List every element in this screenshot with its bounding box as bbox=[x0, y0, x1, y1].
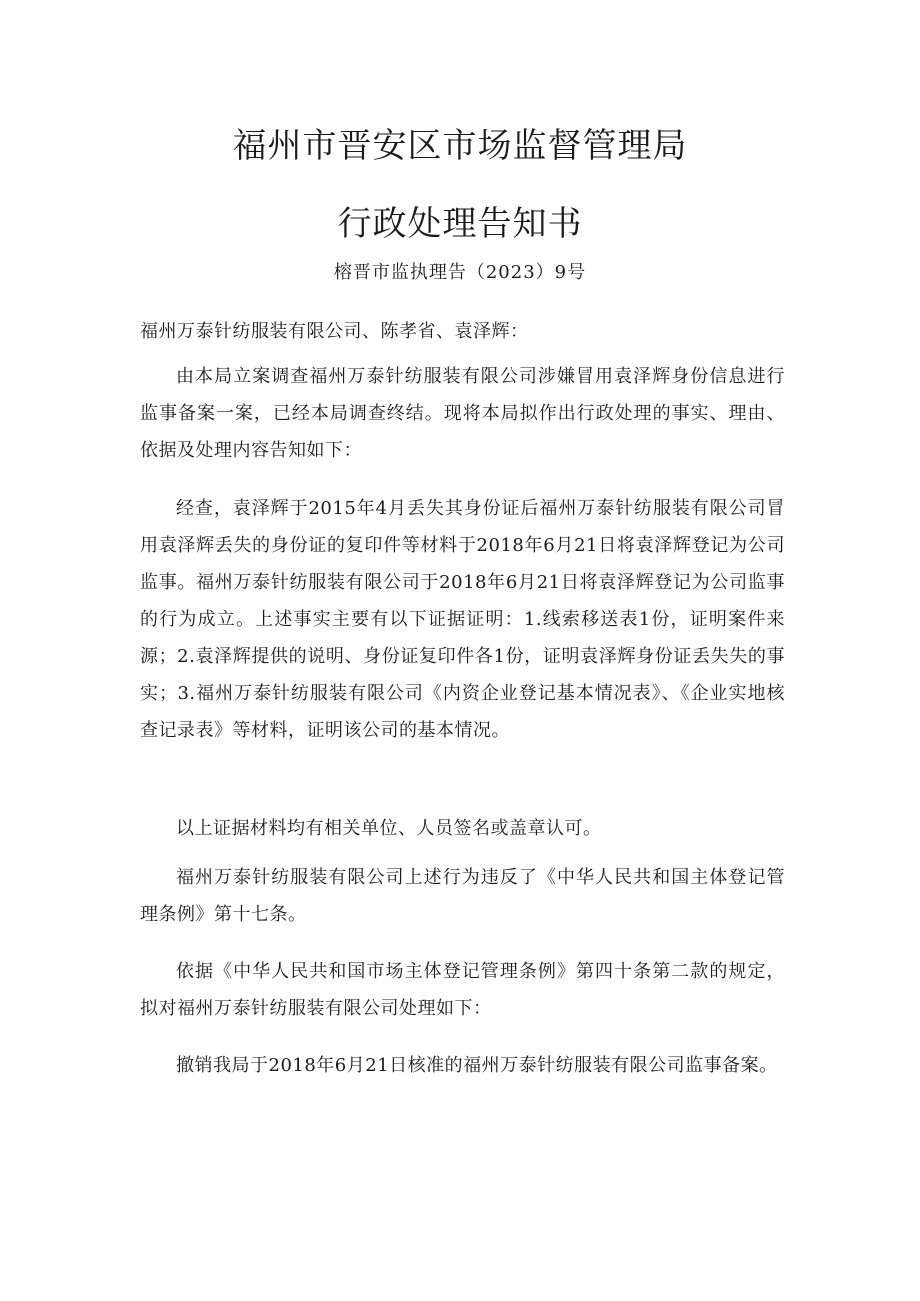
paragraph-intro: 由本局立案调查福州万泰针纺服装有限公司涉嫌冒用袁泽辉身份信息进行监事备案一案，已经本局调查终结。现将本局拟作出行政处理的事实、理由、依据及处理内容告知如下： bbox=[140, 366, 785, 461]
paragraph-legal-basis: 依据《中华人民共和国市场主体登记管理条例》第四十条第二款的规定，拟对福州万泰针纺服装有限公司处理如下： bbox=[140, 961, 785, 1019]
document-number: 榕晋市监执理告（2023）9号 bbox=[333, 262, 587, 283]
document-title-notice: 行政处理告知书 bbox=[337, 204, 583, 244]
document-title-authority: 福州市晋安区市场监督管理局 bbox=[232, 126, 688, 166]
paragraph-violation: 福州万泰针纺服装有限公司上述行为违反了《中华人民共和国主体登记管理条例》第十七条。 bbox=[140, 867, 785, 925]
paragraph-facts: 经查，袁泽辉于2015年4月丢失其身份证后福州万泰针纺服装有限公司冒用袁泽辉丢失的身份证的复印件等材料于2018年6月21日将袁泽辉登记为公司监事。福州万泰针纺服装有限公司于2018年6月21日将袁泽辉登记为公司监事的行为成立。上述事实主要有以下证据证明：1.线索移送表1份，证明案件来源；2.袁泽辉提供的说明、身份证复印件各1份，证明袁泽辉身份证丢失失的事实；3.福州万泰针纺服装有限公司《内资企业登记基本情况表》、《企业实地核查记录表》等材料，证明该公司的基本情况。 bbox=[140, 498, 785, 741]
paragraph-decision: 撤销我局于2018年6月21日核准的福州万泰针纺服装有限公司监事备案。 bbox=[176, 1055, 778, 1076]
recipient-line: 福州万泰针纺服装有限公司、陈孝省、袁泽辉： bbox=[140, 321, 529, 342]
paragraph-evidence-note: 以上证据材料均有相关单位、人员签名或盖章认可。 bbox=[176, 818, 602, 839]
